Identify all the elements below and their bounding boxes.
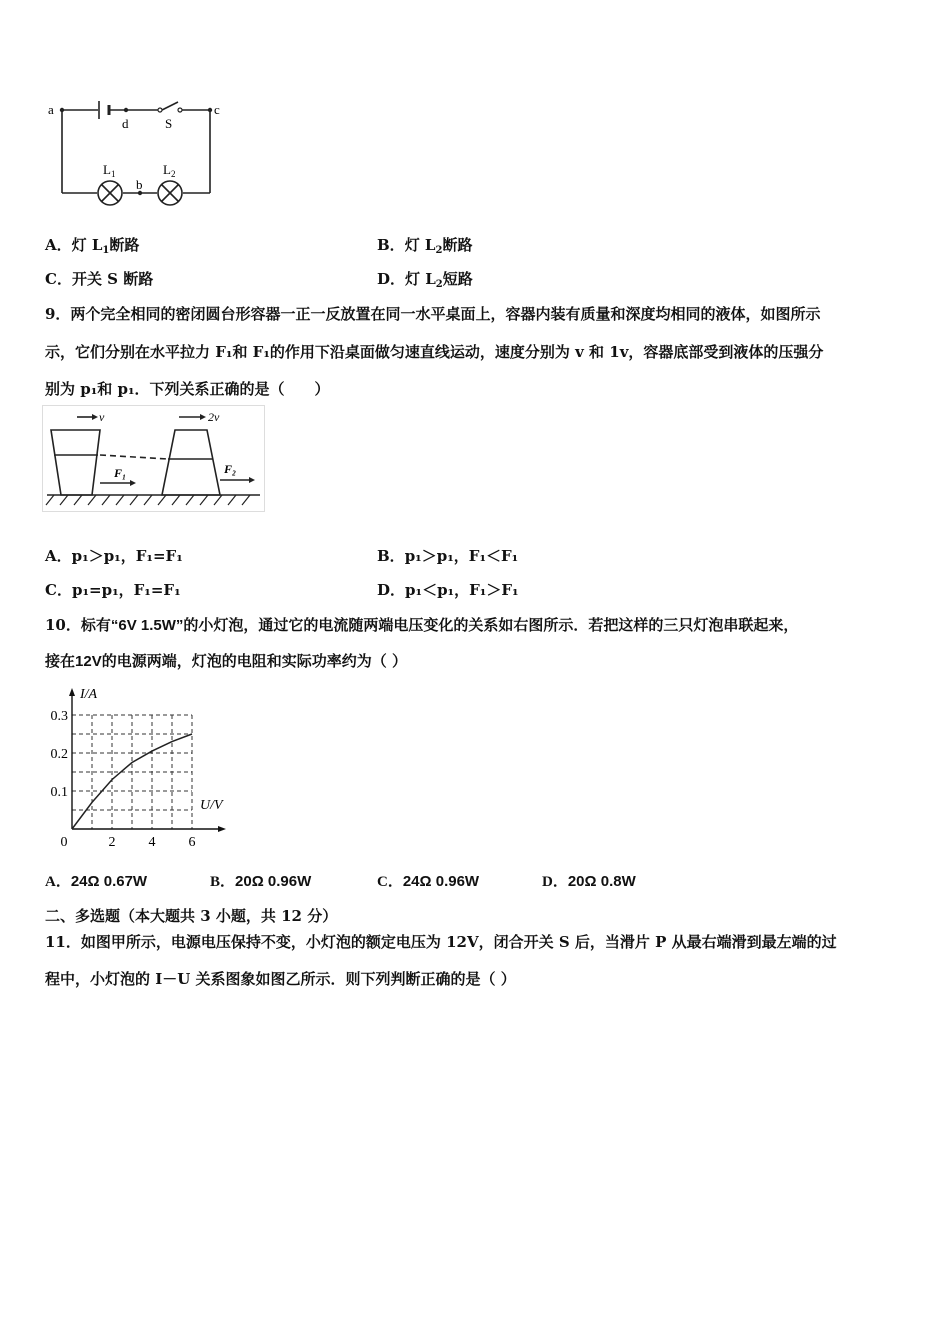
circuit-label-s: S bbox=[165, 116, 173, 131]
q10-stem-line1: 10．标有“6V 1.5W”的小灯泡，通过它的电流随两端电压变化的关系如右图所示．若把这样的三只灯泡串联起来， bbox=[45, 616, 799, 634]
q11-stem-line1: 11．如图甲所示，电源电压保持不变，小灯泡的额定电压为 12V，闭合开关 S 后，当滑片 P 从最右端滑到最左端的过 bbox=[45, 933, 837, 951]
fig-f1-label: F₁ bbox=[114, 466, 127, 480]
circuit-label-d: d bbox=[122, 116, 129, 131]
y-tick-label: 0.3 bbox=[50, 709, 68, 724]
x-tick-label: 4 bbox=[148, 835, 156, 850]
fig-v-label: v bbox=[99, 410, 105, 424]
fig-2v-label: 2v bbox=[208, 410, 220, 424]
circuit-lamp1-label: $L_1$ bbox=[103, 162, 116, 179]
iu-chart bbox=[40, 682, 240, 850]
section-heading: 二、多选题（本大题共 3 小题，共 12 分） bbox=[45, 907, 338, 925]
q9-stem-line3: 别为 p₁和 p₁．下列关系正确的是（ ） bbox=[45, 380, 330, 398]
q9-option-d[interactable]: D．p₁＜p₁，F₁＞F₁ bbox=[377, 581, 519, 599]
q10-option-b[interactable]: B．20Ω 0.96W bbox=[210, 873, 312, 890]
q11-stem-line2: 程中，小灯泡的 I－U 关系图象如图乙所示．则下列判断正确的是（ ） bbox=[45, 970, 516, 988]
x-axis-arrow bbox=[218, 826, 226, 832]
containers-figure bbox=[42, 405, 267, 515]
x-tick-label: 2 bbox=[108, 835, 116, 850]
y-axis-label: I/A bbox=[80, 687, 98, 702]
circuit-diagram bbox=[40, 100, 240, 210]
q10-option-c[interactable]: C．24Ω 0.96W bbox=[377, 873, 480, 890]
q8-option-d[interactable]: D．灯 $L_2$短路 bbox=[377, 270, 473, 290]
y-tick-label: 0.1 bbox=[50, 785, 68, 800]
x-tick-label: 0 bbox=[60, 835, 68, 850]
q8-option-b[interactable]: B．灯 $L_2$断路 bbox=[377, 236, 473, 256]
q9-option-c[interactable]: C．p₁=p₁，F₁=F₁ bbox=[45, 581, 181, 599]
circuit-label-b: b bbox=[136, 177, 143, 192]
circuit-label-c: c bbox=[214, 102, 220, 117]
q9-option-a[interactable]: A．p₁＞p₁，F₁=F₁ bbox=[45, 547, 183, 565]
y-tick-label: 0.2 bbox=[50, 747, 68, 762]
q10-option-d[interactable]: D．20Ω 0.8W bbox=[542, 873, 636, 890]
q10-stem-line2: 接在12V的电源两端，灯泡的电阻和实际功率约为（ ） bbox=[45, 652, 407, 670]
q10-option-a[interactable]: A．24Ω 0.67W bbox=[45, 873, 148, 890]
x-axis-label: U/V bbox=[200, 798, 223, 813]
circuit-lamp2-label: $L_2$ bbox=[163, 162, 176, 179]
circuit-label-a: a bbox=[48, 102, 54, 117]
q8-option-c[interactable]: C．开关 S 断路 bbox=[45, 270, 154, 288]
y-axis-arrow bbox=[69, 688, 75, 696]
fig-f2-label: F₂ bbox=[224, 462, 237, 476]
q8-option-a[interactable]: A．灯 $L_1$断路 bbox=[45, 236, 140, 256]
q9-stem-line1: 9．两个完全相同的密闭圆台形容器一正一反放置在同一水平桌面上，容器内装有质量和深度均相同的液体，如图所示 bbox=[45, 305, 821, 323]
q9-stem-line2: 示，它们分别在水平拉力 F₁和 F₁的作用下沿桌面做匀速直线运动，速度分别为 v 和 1v，容器底部受到液体的压强分 bbox=[45, 343, 824, 361]
x-tick-label: 6 bbox=[188, 835, 196, 850]
q9-option-b[interactable]: B．p₁＞p₁，F₁＜F₁ bbox=[377, 547, 519, 565]
